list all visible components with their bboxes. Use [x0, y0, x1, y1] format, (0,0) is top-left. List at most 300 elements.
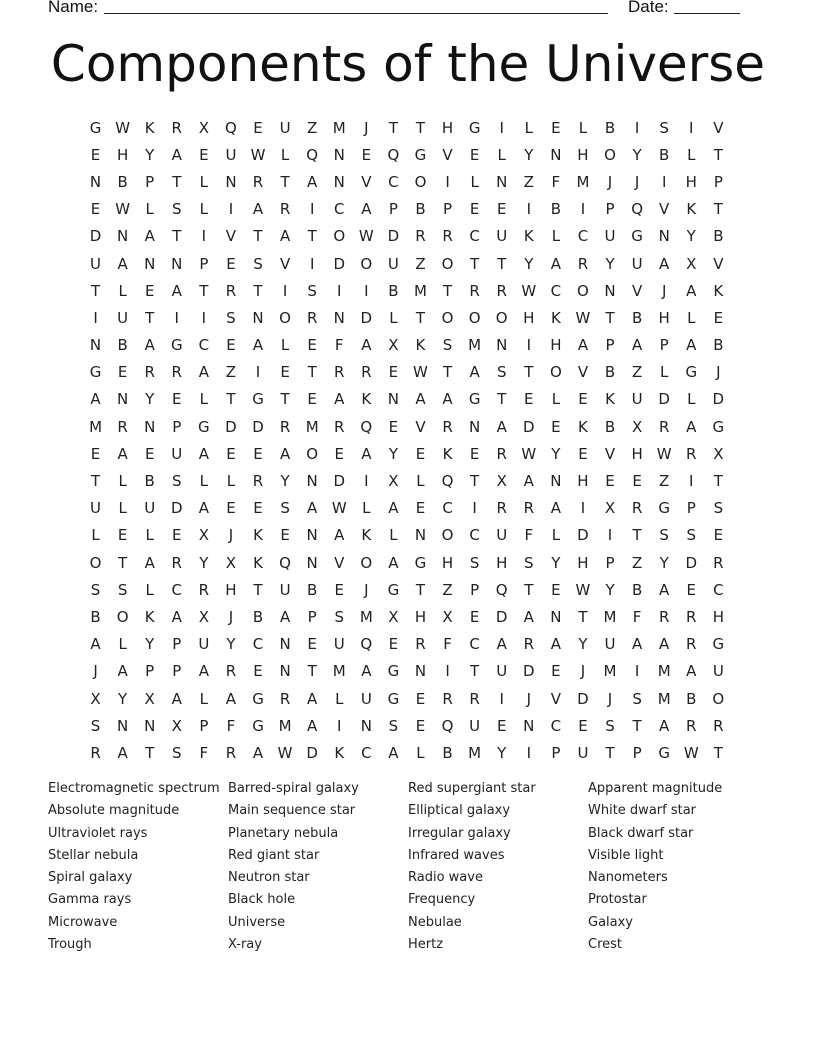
- grid-letter: R: [334, 363, 345, 382]
- grid-letter: T: [415, 118, 426, 137]
- grid-letter: M: [278, 716, 292, 735]
- grid-letter: B: [550, 200, 562, 219]
- grid-letter: R: [658, 417, 670, 436]
- grid-letter: E: [90, 200, 101, 219]
- grid-letter: U: [631, 254, 643, 273]
- grid-letter: S: [90, 716, 101, 735]
- grid-letter: B: [388, 281, 399, 300]
- grid-letter: L: [335, 689, 344, 708]
- grid-letter: S: [226, 308, 236, 327]
- grid-letter: S: [307, 281, 317, 300]
- grid-letter: J: [93, 662, 98, 681]
- grid-letter: R: [279, 417, 291, 436]
- grid-letter: R: [686, 444, 697, 463]
- grid-letter: R: [306, 308, 318, 327]
- grid-letter: Z: [225, 363, 237, 382]
- grid-letter: O: [360, 553, 373, 572]
- grid-letter: H: [577, 145, 589, 164]
- grid-letter: T: [172, 227, 182, 246]
- grid-letter: U: [496, 526, 508, 545]
- grid-letter: E: [172, 390, 182, 409]
- grid-letter: H: [441, 553, 454, 572]
- word-bank-item: X-ray: [228, 937, 262, 953]
- grid-letter: H: [658, 308, 670, 327]
- grid-letter: I: [364, 472, 369, 491]
- word-bank-item: Barred-spiral galaxy: [228, 781, 359, 796]
- grid-letter: R: [686, 607, 697, 626]
- page-title: Components of the Universe: [50, 35, 766, 93]
- grid-letter: N: [117, 390, 129, 409]
- grid-letter: O: [577, 281, 589, 300]
- grid-letter: E: [713, 526, 724, 545]
- grid-letter: W: [115, 200, 131, 219]
- word-bank-item: Red giant star: [228, 847, 320, 863]
- grid-letter: G: [387, 580, 400, 599]
- grid-letter: R: [658, 607, 670, 626]
- grid-letter: J: [580, 662, 586, 681]
- grid-letter: A: [334, 526, 345, 545]
- grid-letter: M: [657, 689, 671, 708]
- grid-letter: A: [469, 363, 480, 382]
- grid-letter: E: [551, 662, 561, 681]
- grid-letter: V: [577, 363, 589, 382]
- grid-letter: A: [631, 635, 643, 654]
- grid-letter: E: [334, 444, 344, 463]
- grid-letter: W: [683, 743, 699, 762]
- grid-letter: K: [442, 444, 453, 463]
- grid-letter: G: [89, 363, 102, 382]
- grid-letter: O: [116, 607, 129, 626]
- grid-letter: A: [307, 689, 318, 708]
- grid-letter: A: [361, 662, 372, 681]
- grid-letter: U: [171, 444, 183, 463]
- grid-letter: Q: [279, 553, 291, 572]
- grid-letter: S: [686, 526, 697, 545]
- grid-letter: H: [441, 118, 454, 137]
- grid-letter: U: [279, 580, 291, 599]
- grid-letter: E: [90, 145, 101, 164]
- grid-letter: V: [279, 254, 291, 273]
- grid-letter: M: [603, 662, 617, 681]
- grid-letter: Z: [659, 472, 670, 491]
- grid-letter: Q: [306, 145, 319, 164]
- grid-letter: N: [604, 281, 616, 300]
- grid-letter: K: [550, 308, 561, 327]
- grid-letter: C: [469, 635, 480, 654]
- grid-letter: R: [523, 499, 534, 518]
- word-bank-item: Trough: [48, 937, 92, 953]
- grid-letter: P: [632, 743, 642, 762]
- grid-letter: F: [199, 743, 209, 762]
- grid-letter: A: [577, 336, 589, 355]
- grid-letter: N: [117, 716, 129, 735]
- grid-letter: Y: [659, 553, 669, 572]
- grid-letter: S: [469, 553, 480, 572]
- word-bank-item: Frequency: [408, 892, 476, 908]
- grid-letter: S: [172, 200, 182, 219]
- grid-row: [82, 712, 732, 739]
- grid-letter: W: [656, 444, 672, 463]
- word-bank-item: Gamma rays: [48, 892, 132, 908]
- grid-letter: F: [334, 336, 344, 355]
- grid-letter: A: [117, 662, 128, 681]
- grid-letter: Y: [578, 635, 588, 654]
- grid-letter: I: [526, 200, 531, 219]
- grid-letter: N: [414, 662, 427, 681]
- grid-row: [82, 114, 732, 141]
- date-blank-line: [674, 13, 740, 14]
- grid-letter: W: [115, 118, 131, 137]
- grid-letter: R: [334, 417, 345, 436]
- grid-letter: D: [360, 308, 373, 327]
- grid-letter: S: [524, 553, 534, 572]
- grid-letter: C: [469, 227, 480, 246]
- grid-letter: C: [388, 172, 399, 191]
- grid-letter: B: [117, 336, 128, 355]
- grid-letter: X: [388, 336, 399, 355]
- grid-letter: I: [228, 200, 234, 219]
- grid-letter: E: [199, 145, 209, 164]
- grid-letter: R: [577, 254, 589, 273]
- grid-letter: A: [686, 662, 697, 681]
- grid-letter: I: [364, 281, 369, 300]
- grid-letter: W: [331, 499, 347, 518]
- grid-letter: L: [660, 363, 669, 382]
- grid-letter: L: [551, 227, 561, 246]
- grid-letter: R: [117, 417, 128, 436]
- grid-letter: I: [201, 308, 207, 327]
- grid-letter: R: [686, 635, 697, 654]
- grid-letter: F: [524, 526, 534, 545]
- grid-letter: E: [307, 635, 317, 654]
- grid-letter: N: [469, 417, 481, 436]
- grid-letter: G: [170, 336, 183, 355]
- grid-letter: Q: [387, 145, 400, 164]
- grid-letter: V: [415, 417, 426, 436]
- grid-letter: L: [687, 390, 696, 409]
- grid-letter: C: [442, 499, 453, 518]
- grid-letter: A: [523, 472, 534, 491]
- grid-row: [82, 141, 732, 168]
- grid-letter: S: [280, 499, 290, 518]
- grid-letter: E: [469, 444, 480, 463]
- grid-letter: B: [90, 607, 101, 626]
- grid-row: [82, 332, 732, 359]
- grid-letter: M: [89, 417, 103, 436]
- grid-letter: Z: [631, 553, 643, 572]
- grid-row: [82, 631, 732, 658]
- grid-letter: R: [442, 689, 453, 708]
- grid-row: [82, 522, 732, 549]
- grid-letter: N: [550, 472, 562, 491]
- grid-letter: A: [144, 227, 155, 246]
- grid-letter: K: [415, 336, 426, 355]
- grid-letter: Z: [442, 580, 453, 599]
- grid-row: [82, 739, 732, 766]
- grid-letter: O: [495, 308, 508, 327]
- grid-letter: I: [282, 281, 288, 300]
- grid-letter: I: [661, 172, 667, 191]
- grid-letter: B: [631, 580, 643, 599]
- grid-letter: L: [389, 526, 398, 545]
- grid-letter: D: [333, 254, 346, 273]
- grid-letter: K: [144, 607, 155, 626]
- grid-letter: K: [334, 743, 345, 762]
- grid-letter: A: [496, 635, 507, 654]
- grid-letter: D: [523, 662, 535, 681]
- word-bank-item: Hertz: [408, 937, 444, 953]
- grid-letter: L: [524, 118, 533, 137]
- grid-letter: C: [252, 635, 264, 654]
- grid-letter: E: [226, 444, 236, 463]
- grid-letter: O: [279, 308, 291, 327]
- grid-row: [82, 386, 732, 413]
- grid-letter: K: [523, 227, 534, 246]
- grid-letter: D: [577, 526, 589, 545]
- grid-letter: C: [550, 716, 562, 735]
- grid-letter: N: [144, 417, 156, 436]
- grid-letter: U: [712, 662, 724, 681]
- grid-letter: E: [117, 363, 128, 382]
- grid-letter: D: [252, 417, 264, 436]
- grid-letter: E: [415, 716, 426, 735]
- grid-letter: X: [90, 689, 101, 708]
- grid-letter: H: [577, 553, 589, 572]
- grid-letter: L: [687, 145, 696, 164]
- grid-letter: I: [499, 689, 504, 708]
- grid-letter: P: [551, 743, 561, 762]
- grid-letter: D: [685, 553, 698, 572]
- grid-letter: N: [333, 308, 345, 327]
- grid-letter: E: [388, 635, 399, 654]
- grid-letter: R: [171, 553, 182, 572]
- grid-letter: L: [416, 472, 425, 491]
- grid-letter: R: [415, 227, 426, 246]
- grid-letter: N: [171, 254, 183, 273]
- grid-letter: A: [279, 607, 291, 626]
- grid-letter: T: [90, 472, 101, 491]
- grid-letter: A: [388, 499, 399, 518]
- grid-letter: U: [604, 635, 616, 654]
- grid-letter: Y: [605, 580, 615, 599]
- grid-letter: G: [198, 417, 210, 436]
- word-bank-item: Planetary nebula: [228, 825, 339, 841]
- grid-letter: T: [605, 308, 615, 327]
- grid-letter: S: [172, 472, 182, 491]
- grid-letter: U: [117, 308, 129, 327]
- grid-letter: S: [713, 499, 724, 518]
- grid-letter: S: [496, 363, 507, 382]
- grid-letter: V: [361, 172, 372, 191]
- grid-letter: X: [198, 607, 209, 626]
- word-bank-item: Infrared waves: [408, 847, 505, 863]
- grid-letter: A: [550, 499, 561, 518]
- grid-letter: U: [225, 145, 237, 164]
- worksheet-header: [48, 0, 748, 19]
- grid-letter: J: [228, 526, 234, 545]
- grid-letter: E: [117, 526, 128, 545]
- grid-letter: X: [171, 716, 182, 735]
- grid-letter: U: [90, 499, 102, 518]
- grid-letter: E: [90, 444, 101, 463]
- grid-letter: T: [497, 390, 507, 409]
- word-bank: [48, 778, 768, 956]
- grid-letter: T: [470, 472, 480, 491]
- grid-letter: T: [470, 254, 480, 273]
- grid-letter: U: [387, 254, 399, 273]
- grid-letter: N: [306, 553, 318, 572]
- grid-letter: A: [659, 635, 670, 654]
- grid-letter: L: [362, 499, 371, 518]
- grid-letter: P: [605, 553, 615, 572]
- grid-letter: T: [415, 308, 426, 327]
- word-bank-column: [408, 778, 588, 956]
- grid-letter: E: [551, 118, 561, 137]
- grid-letter: T: [226, 390, 236, 409]
- grid-letter: T: [307, 662, 317, 681]
- grid-letter: I: [309, 200, 315, 219]
- grid-letter: W: [250, 145, 266, 164]
- word-bank-item: Spiral galaxy: [48, 870, 133, 886]
- grid-letter: I: [499, 118, 504, 137]
- grid-letter: P: [307, 607, 317, 626]
- grid-letter: A: [252, 336, 264, 355]
- grid-letter: R: [523, 635, 534, 654]
- grid-letter: Y: [524, 145, 534, 164]
- grid-letter: A: [523, 607, 534, 626]
- grid-letter: E: [388, 417, 399, 436]
- grid-letter: N: [496, 172, 508, 191]
- grid-letter: I: [607, 526, 613, 545]
- grid-letter: M: [332, 118, 346, 137]
- grid-letter: N: [144, 716, 156, 735]
- grid-letter: A: [198, 499, 209, 518]
- grid-letter: B: [117, 172, 128, 191]
- word-bank-item: Universe: [228, 914, 286, 930]
- grid-letter: T: [280, 172, 290, 191]
- grid-letter: W: [358, 227, 374, 246]
- grid-letter: A: [90, 390, 101, 409]
- word-search-grid: [82, 114, 732, 767]
- grid-letter: T: [199, 281, 209, 300]
- grid-letter: L: [145, 526, 154, 545]
- word-bank-item: Visible light: [588, 847, 664, 863]
- grid-letter: G: [685, 363, 698, 382]
- grid-letter: A: [496, 417, 507, 436]
- grid-letter: Z: [307, 118, 318, 137]
- grid-letter: E: [226, 499, 236, 518]
- grid-letter: L: [118, 281, 127, 300]
- grid-letter: A: [388, 553, 399, 572]
- grid-row: [82, 304, 732, 331]
- grid-letter: T: [442, 363, 453, 382]
- grid-letter: Q: [360, 635, 373, 654]
- grid-letter: G: [252, 716, 264, 735]
- grid-letter: T: [713, 743, 723, 762]
- grid-letter: A: [550, 254, 561, 273]
- grid-letter: A: [279, 227, 291, 246]
- grid-letter: S: [253, 254, 263, 273]
- grid-letter: L: [280, 336, 290, 355]
- grid-row: [82, 467, 732, 494]
- grid-letter: L: [280, 145, 290, 164]
- grid-letter: H: [496, 553, 508, 572]
- grid-letter: M: [603, 607, 617, 626]
- grid-letter: L: [199, 390, 209, 409]
- grid-letter: X: [198, 526, 209, 545]
- grid-letter: X: [442, 607, 453, 626]
- grid-letter: A: [225, 689, 237, 708]
- grid-letter: J: [228, 607, 234, 626]
- grid-letter: I: [309, 254, 315, 273]
- grid-letter: K: [253, 526, 263, 545]
- grid-letter: O: [306, 444, 319, 463]
- grid-letter: R: [279, 200, 291, 219]
- grid-letter: E: [144, 444, 155, 463]
- grid-letter: E: [605, 472, 615, 491]
- grid-letter: K: [578, 417, 588, 436]
- grid-letter: E: [713, 308, 724, 327]
- grid-letter: L: [551, 390, 561, 409]
- grid-row: [82, 440, 732, 467]
- word-bank-item: White dwarf star: [588, 803, 697, 819]
- grid-letter: W: [575, 580, 591, 599]
- grid-letter: N: [89, 336, 102, 355]
- grid-letter: P: [172, 417, 182, 436]
- grid-letter: A: [415, 390, 426, 409]
- grid-letter: T: [415, 580, 426, 599]
- grid-letter: S: [334, 607, 344, 626]
- grid-letter: I: [337, 716, 342, 735]
- grid-letter: I: [689, 118, 694, 137]
- grid-letter: G: [468, 390, 481, 409]
- grid-letter: R: [469, 281, 480, 300]
- grid-letter: U: [604, 227, 616, 246]
- grid-letter: X: [388, 472, 399, 491]
- grid-letter: E: [469, 145, 480, 164]
- grid-letter: A: [659, 580, 670, 599]
- grid-letter: T: [118, 553, 128, 572]
- grid-letter: S: [632, 689, 642, 708]
- grid-letter: F: [551, 172, 561, 191]
- grid-letter: E: [551, 580, 561, 599]
- grid-letter: R: [171, 118, 182, 137]
- grid-letter: T: [307, 227, 317, 246]
- grid-letter: P: [388, 200, 398, 219]
- grid-letter: L: [199, 172, 209, 191]
- grid-letter: D: [89, 227, 102, 246]
- grid-letter: S: [90, 580, 101, 599]
- grid-letter: D: [712, 390, 725, 409]
- grid-letter: P: [199, 254, 209, 273]
- grid-letter: L: [389, 308, 398, 327]
- grid-letter: B: [442, 743, 453, 762]
- grid-letter: A: [659, 716, 670, 735]
- grid-letter: L: [118, 635, 127, 654]
- grid-letter: E: [144, 281, 155, 300]
- grid-letter: V: [225, 227, 237, 246]
- grid-letter: G: [658, 499, 670, 518]
- grid-row: [82, 250, 732, 277]
- grid-letter: E: [280, 363, 290, 382]
- grid-letter: U: [90, 254, 102, 273]
- grid-letter: G: [387, 689, 400, 708]
- grid-letter: A: [442, 390, 453, 409]
- grid-letter: H: [225, 580, 237, 599]
- grid-letter: T: [632, 716, 642, 735]
- grid-letter: U: [496, 227, 508, 246]
- grid-letter: D: [387, 227, 400, 246]
